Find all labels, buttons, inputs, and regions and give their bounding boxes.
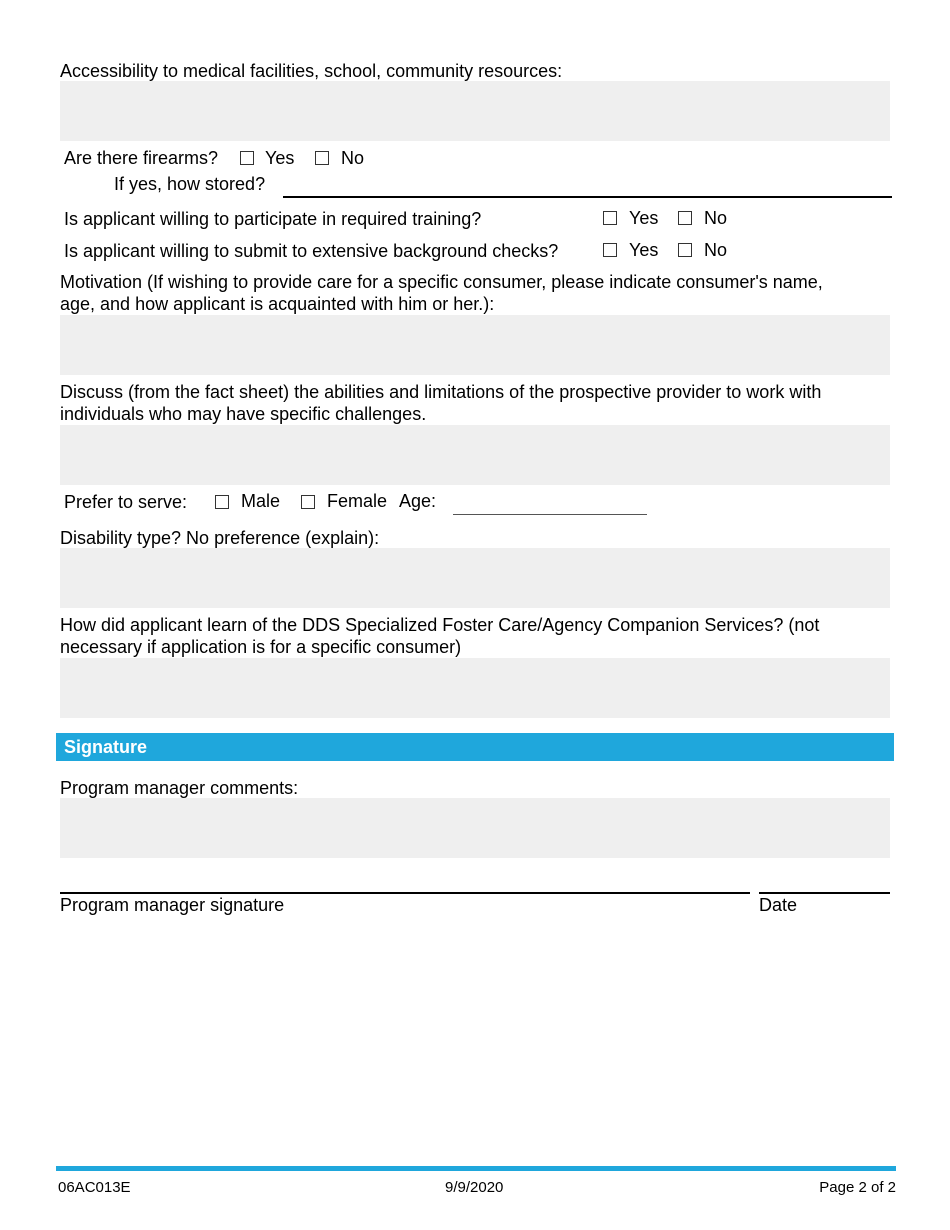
disability-field[interactable] [60,548,890,608]
training-no-label: No [704,208,728,228]
date-label: Date [759,895,798,915]
background-yes-checkbox[interactable] [603,243,617,257]
prefer-age-input[interactable] [453,514,647,515]
prefer-female-checkbox[interactable] [301,495,315,509]
prefer-male-label: Male [241,491,281,511]
signature-section-header [56,733,894,761]
motivation-field[interactable] [60,315,890,375]
comments-label: Program manager comments: [60,778,299,798]
learn-label: How did applicant learn of the DDS Specialized Foster Care/Agency Companion Services? (not necessary if application is for a specific consumer) [60,615,820,657]
firearms-yes-checkbox[interactable] [240,151,254,165]
firearms-question: Are there firearms? [64,148,219,168]
learn-field[interactable] [60,658,890,718]
background-question: Is applicant willing to submit to extensive background checks? [64,241,559,261]
training-yes-checkbox[interactable] [603,211,617,225]
signature-heading: Signature [64,737,148,757]
firearms-no-checkbox[interactable] [315,151,329,165]
footer-form-id: 06AC013E [58,1179,131,1196]
background-no-label: No [704,240,728,260]
accessibility-label: Accessibility to medical facilities, school, community resources: [60,61,563,81]
prefer-age-label: Age: [399,491,437,511]
accessibility-field[interactable] [60,81,890,141]
training-no-checkbox[interactable] [678,211,692,225]
prefer-label: Prefer to serve: [64,492,188,512]
abilities-field[interactable] [60,425,890,485]
firearms-storage-input[interactable] [283,196,892,198]
comments-field[interactable] [60,798,890,858]
motivation-label: Motivation (If wishing to provide care for a specific consumer, please indicate consumer's name, age, and how applicant is acquainted with him or her.): [60,272,823,314]
background-yes-label: Yes [629,240,659,260]
prefer-female-label: Female [327,491,388,511]
footer-date: 9/9/2020 [445,1179,504,1196]
firearms-no-label: No [341,148,365,168]
footer-page-number: Page 2 of 2 [819,1179,896,1196]
firearms-yes-label: Yes [265,148,295,168]
training-yes-label: Yes [629,208,659,228]
disability-label: Disability type? No preference (explain): [60,528,380,548]
signature-label: Program manager signature [60,895,285,915]
prefer-male-checkbox[interactable] [215,495,229,509]
footer-divider [56,1166,896,1171]
training-question: Is applicant willing to participate in required training? [64,209,482,229]
abilities-label: Discuss (from the fact sheet) the abilities and limitations of the prospective provider to work with individuals who may have specific challenges. [60,382,822,424]
firearms-storage-label: If yes, how stored? [114,174,266,194]
background-no-checkbox[interactable] [678,243,692,257]
